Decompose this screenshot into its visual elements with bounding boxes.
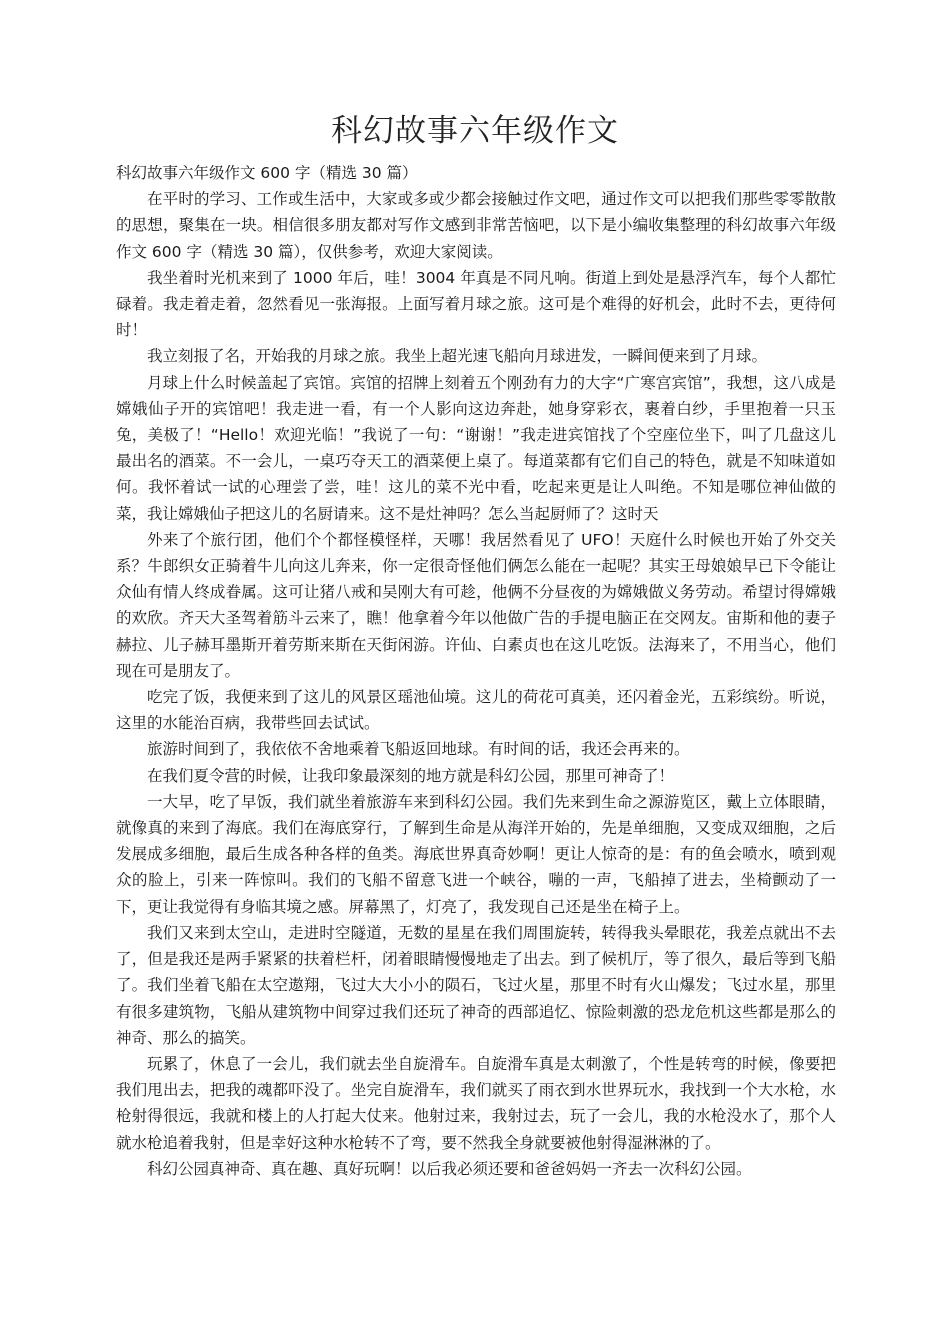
article-body <box>116 160 836 1182</box>
paragraph-intro: 在平时的学习、工作或生活中，大家或多或少都会接触过作文吧，通过作文可以把我们那些零零散散的思想，聚集在一块。相信很多朋友都对写作文感到非常苦恼吧，以下是小编收集整理的科幻故事六年级作文 600 字（精选 30 篇），仅供参考，欢迎大家阅读。 <box>116 190 836 261</box>
paragraph: 吃完了饭，我便来到了这儿的风景区瑶池仙境。这儿的荷花可真美，还闪着金光，五彩缤纷。听说，这里的水能治百病，我带些回去试试。 <box>116 688 836 733</box>
paragraph: 玩累了，休息了一会儿，我们就去坐自旋滑车。自旋滑车真是太刺激了，个性是转弯的时候，像要把我们甩出去，把我的魂都吓没了。坐完自旋滑车，我们就买了雨衣到水世界玩水，我找到一个大水枪，水枪射得很远，我就和楼上的人打起大仗来。他射过来，我射过去，玩了一会儿，我的水枪没水了，那个人就水枪追着我射，但是幸好这种水枪转不了弯，要不然我全身就要被他射得湿淋淋的了。 <box>116 1054 836 1152</box>
paragraph: 一大早，吃了早饭，我们就坐着旅游车来到科幻公园。我们先来到生命之源游览区，戴上立体眼睛，就像真的来到了海底。我们在海底穿行，了解到生命是从海洋开始的，先是单细胞，又变成双细胞，之后发展成多细胞，最后生成各种各样的鱼类。海底世界真奇妙啊！更让人惊奇的是：有的鱼会喷水，喷到观众的脸上，引来一阵惊叫。我们的飞船不留意飞进一个峡谷，嘣的一声，飞船掉了进去，坐椅颤动了一下，更让我觉得有身临其境之感。屏幕黑了，灯亮了，我发现自己还是坐在椅子上。 <box>116 792 836 916</box>
paragraph: 月球上什么时候盖起了宾馆。宾馆的招牌上刻着五个刚劲有力的大字“广寒宫宾馆”，我想，这八成是嫦娥仙子开的宾馆吧！我走进一看，有一个人影向这边奔赴，她身穿彩衣，裹着白纱，手里抱着一只玉兔，美极了！“Hello！欢迎光临！”我说了一句：“谢谢！”我走进宾馆找了个空座位坐下，叫了几盘这儿最出名的酒菜。不一会儿，一桌巧夺天工的酒菜便上桌了。每道菜都有它们自己的特色，就是不知味道如何。我怀着试一试的心理尝了尝，哇！这儿的菜不光中看，吃起来更是让人叫绝。不知是哪位神仙做的菜，我让嫦娥仙子把这儿的名厨请来。这不是灶神吗？怎么当起厨师了？这时天 <box>116 373 836 523</box>
paragraph: 我立刻报了名，开始我的月球之旅。我坐上超光速飞船向月球进发，一瞬间便来到了月球。 <box>147 347 768 366</box>
paragraph: 在我们夏令营的时候，让我印象最深刻的地方就是科幻公园，那里可神奇了！ <box>147 766 675 785</box>
paragraph: 我坐着时光机来到了 1000 年后，哇！3004 年真是不同凡响。街道上到处是悬浮汽车，每个人都忙碌着。我走着走着，忽然看见一张海报。上面写着月球之旅。这可是个难得的好机会，此时不去，更待何时！ <box>116 268 836 340</box>
paragraph-conclusion: 科幻公园真神奇、真在趣、真好玩啊！以后我必须还要和爸爸妈妈一齐去一次科幻公园。 <box>147 1159 752 1178</box>
page-title: 科幻故事六年级作文 <box>331 112 619 149</box>
paragraph: 外来了个旅行团，他们个个都怪模怪样，天哪！我居然看见了 UFO！天庭什么时候也开始了外交关系？牛郎织女正骑着牛儿向这儿奔来，你一定很奇怪他们俩怎么能在一起呢？其实王母娘娘早已下令能让众仙有情人终成眷属。这可让猪八戒和吴刚大有可趁，他俩不分昼夜的为嫦娥做义务劳动。希望讨得嫦娥的欢欣。齐天大圣驾着筋斗云来了，瞧！他拿着今年以他做广告的手提电脑正在交网友。宙斯和他的妻子赫拉、儿子赫耳墨斯开着劳斯来斯在天街闲游。许仙、白素贞也在这儿吃饭。法海来了，不用当心，他们现在可是朋友了。 <box>116 530 836 680</box>
paragraph: 旅游时间到了，我依依不舍地乘着飞船返回地球。有时间的话，我还会再来的。 <box>147 740 690 759</box>
paragraph: 我们又来到太空山，走进时空隧道，无数的星星在我们周围旋转，转得我头晕眼花，我差点就出不去了，但是我还是两手紧紧的扶着栏杆，闭着眼睛慢慢地走了出去。到了候机厅，等了很久，最后等到飞船了。我们坐着飞船在太空遨翔，飞过大大小小的陨石，飞过火星，那里不时有火山爆发；飞过水星，那里有很多建筑物，飞船从建筑物中间穿过我们还玩了神奇的西部追忆、惊险刺激的恐龙危机这些都是那么的神奇、那么的搞笑。 <box>116 923 836 1047</box>
article-subtitle: 科幻故事六年级作文 600 字（精选 30 篇） <box>116 164 418 182</box>
